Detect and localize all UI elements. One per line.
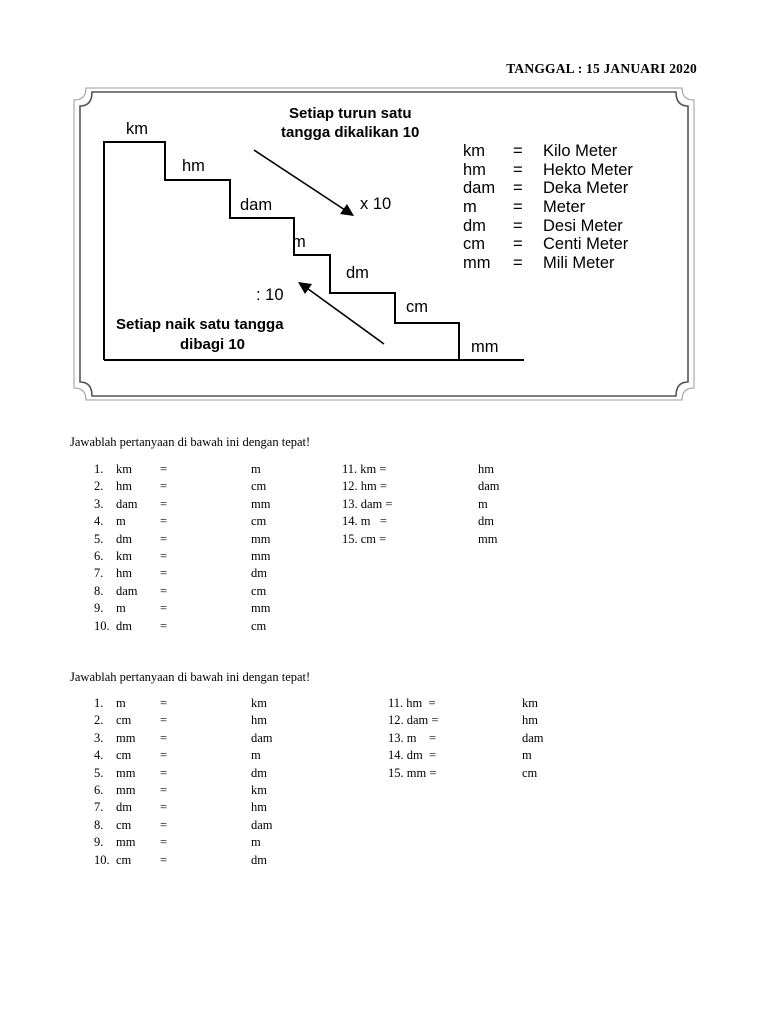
question-text: 15. mm =	[388, 765, 437, 780]
legend-abbr: m	[463, 198, 477, 217]
question-from-unit: m	[116, 601, 126, 616]
legend-eq: =	[513, 179, 523, 198]
legend-name: Hekto Meter	[543, 160, 633, 179]
legend-eq: =	[513, 142, 523, 160]
question-equals: =	[160, 514, 168, 529]
question-number: 10.	[94, 852, 110, 867]
step-label-dam: dam	[240, 196, 273, 214]
question-to-unit: dam	[251, 817, 273, 832]
question-to-unit: hm	[251, 713, 267, 728]
top-caption-line2: tangga dikalikan 10	[281, 124, 420, 141]
question-to-unit: m	[522, 748, 532, 763]
legend-eq: =	[513, 254, 523, 273]
question-number: 1.	[94, 696, 104, 710]
question-number: 5.	[94, 765, 104, 780]
question-equals: =	[160, 800, 168, 815]
question-to-unit: mm	[251, 549, 271, 563]
up-arrow	[304, 286, 384, 344]
question-equals: =	[160, 462, 168, 476]
legend-eq: =	[513, 216, 523, 235]
question-to-unit: cm	[251, 479, 267, 494]
question-equals: =	[160, 765, 168, 780]
question-to-unit: mm	[251, 496, 271, 511]
question-number: 9.	[94, 601, 104, 616]
step-label-m: m	[292, 233, 306, 251]
question-to-unit: dam	[522, 730, 544, 745]
legend-name: Meter	[543, 198, 586, 217]
question-number: 7.	[94, 566, 104, 581]
question-text: 14. m =	[342, 514, 387, 529]
legend-name: Deka Meter	[543, 179, 629, 198]
question-from-unit: cm	[116, 817, 132, 832]
question-equals: =	[160, 479, 168, 494]
question-number: 4.	[94, 748, 104, 763]
legend-row	[463, 161, 633, 180]
question-from-unit: dam	[116, 583, 138, 598]
question-from-unit: hm	[116, 566, 132, 581]
legend-eq: =	[513, 160, 523, 179]
unit-legend	[463, 142, 633, 273]
step-label-cm: cm	[406, 298, 428, 316]
question-from-unit: dam	[116, 496, 138, 511]
question-to-unit: dm	[251, 566, 267, 581]
question-number: 2.	[94, 479, 104, 494]
section1-instruction: Jawablah pertanyaan di bawah ini dengan tepat!	[70, 435, 311, 449]
question-from-unit: mm	[116, 765, 136, 780]
question-number: 4.	[94, 514, 104, 529]
question-to-unit: dm	[478, 514, 494, 529]
question-equals: =	[160, 835, 168, 850]
question-from-unit: dm	[116, 800, 132, 815]
question-from-unit: dm	[116, 618, 132, 633]
question-number: 1.	[94, 462, 104, 476]
question-to-unit: m	[251, 462, 261, 476]
legend-row	[463, 198, 633, 217]
legend-abbr: dam	[463, 179, 496, 198]
bottom-caption-line2: dibagi 10	[180, 336, 246, 353]
question-from-unit: m	[116, 514, 126, 529]
legend-eq: =	[513, 198, 523, 217]
question-equals: =	[160, 549, 168, 563]
question-to-unit: hm	[478, 462, 494, 476]
question-text: 12. hm =	[342, 479, 387, 494]
legend-row	[463, 142, 633, 161]
legend-name: Kilo Meter	[543, 142, 618, 160]
question-from-unit: mm	[116, 730, 136, 745]
question-to-unit: cm	[251, 583, 267, 598]
question-number: 5.	[94, 531, 104, 546]
question-to-unit: dam	[251, 730, 273, 745]
question-from-unit: dm	[116, 531, 132, 546]
question-equals: =	[160, 696, 168, 710]
question-from-unit: cm	[116, 852, 132, 867]
question-text: 11. hm =	[388, 696, 436, 710]
question-number: 6.	[94, 549, 104, 563]
step-label-hm: hm	[182, 157, 205, 175]
question-to-unit: km	[251, 783, 267, 797]
legend-abbr: mm	[463, 254, 491, 273]
question-to-unit: mm	[251, 531, 271, 546]
question-from-unit: hm	[116, 479, 132, 494]
legend-eq: =	[513, 235, 523, 254]
question-number: 9.	[94, 835, 104, 850]
question-text: 12. dam =	[388, 713, 439, 728]
question-equals: =	[160, 531, 168, 546]
question-to-unit: m	[251, 748, 261, 763]
question-text: 11. km =	[342, 462, 387, 476]
question-from-unit: km	[116, 462, 132, 476]
question-to-unit: cm	[522, 765, 538, 780]
question-equals: =	[160, 783, 168, 797]
legend-abbr: km	[463, 142, 485, 160]
question-to-unit: km	[251, 696, 267, 710]
question-to-unit: hm	[251, 800, 267, 815]
question-number: 7.	[94, 800, 104, 815]
divide-ten-label: : 10	[256, 286, 284, 304]
question-from-unit: mm	[116, 783, 136, 797]
question-number: 8.	[94, 583, 104, 598]
legend-row	[463, 235, 633, 254]
question-equals: =	[160, 601, 168, 616]
question-equals: =	[160, 566, 168, 581]
question-from-unit: km	[116, 549, 132, 563]
question-to-unit: m	[251, 835, 261, 850]
question-equals: =	[160, 748, 168, 763]
times-ten-label: x 10	[360, 195, 392, 213]
question-text: 13. dam =	[342, 496, 393, 511]
question-to-unit: mm	[251, 601, 271, 616]
question-to-unit: cm	[251, 618, 267, 633]
question-equals: =	[160, 817, 168, 832]
question-text: 14. dm =	[388, 748, 437, 763]
section2-instruction: Jawablah pertanyaan di bawah ini dengan tepat!	[70, 670, 311, 684]
legend-name: Centi Meter	[543, 235, 629, 254]
question-to-unit: m	[478, 496, 488, 511]
question-equals: =	[160, 496, 168, 511]
question-number: 10.	[94, 618, 110, 633]
question-from-unit: cm	[116, 713, 132, 728]
legend-row	[463, 179, 633, 198]
bottom-caption-line1: Setiap naik satu tangga	[116, 316, 284, 333]
question-number: 3.	[94, 496, 104, 511]
question-number: 6.	[94, 783, 104, 797]
question-to-unit: dm	[251, 852, 267, 867]
question-from-unit: mm	[116, 835, 136, 850]
legend-abbr: dm	[463, 216, 486, 235]
question-to-unit: cm	[251, 514, 267, 529]
question-to-unit: hm	[522, 713, 538, 728]
step-label-mm: mm	[471, 338, 499, 356]
step-label-km: km	[126, 120, 148, 138]
question-text: 13. m =	[388, 730, 437, 745]
question-to-unit: dam	[478, 479, 500, 494]
legend-name: Desi Meter	[543, 216, 623, 235]
question-to-unit: dm	[251, 765, 267, 780]
question-from-unit: m	[116, 696, 126, 710]
legend-row	[463, 254, 633, 273]
question-to-unit: km	[522, 696, 538, 710]
question-number: 2.	[94, 713, 104, 728]
question-to-unit: mm	[478, 531, 498, 546]
date-line: TANGGAL : 15 JANUARI 2020	[506, 61, 697, 76]
question-from-unit: cm	[116, 748, 132, 763]
step-label-dm: dm	[346, 264, 369, 282]
question-number: 8.	[94, 817, 104, 832]
question-equals: =	[160, 713, 168, 728]
question-equals: =	[160, 583, 168, 598]
legend-abbr: cm	[463, 235, 485, 254]
legend-name: Mili Meter	[543, 254, 615, 273]
legend-abbr: hm	[463, 160, 486, 179]
question-number: 3.	[94, 730, 104, 745]
conversion-diagram	[68, 86, 700, 402]
question-text: 15. cm =	[342, 531, 387, 546]
top-caption-line1: Setiap turun satu	[289, 105, 412, 122]
question-equals: =	[160, 730, 168, 745]
legend-row	[463, 217, 633, 236]
question-equals: =	[160, 852, 168, 867]
question-equals: =	[160, 618, 168, 633]
